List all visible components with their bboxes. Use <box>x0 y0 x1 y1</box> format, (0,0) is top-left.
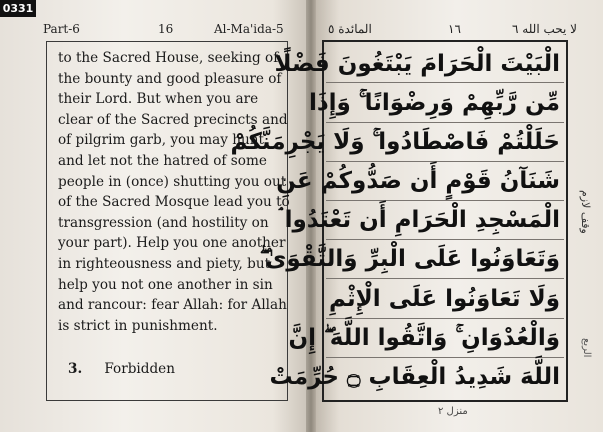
arabic-line: شَنَآنُ قَوْمٍ أَن صَدُّوكُمْ عَنِ <box>276 168 560 194</box>
footnote <box>68 361 175 377</box>
arabic-line: وَتَعَاوَنُوا عَلَى الْبِرِّ وَالتَّقْوَىٰ ۖ <box>259 246 560 272</box>
footnote-text: Forbidden <box>104 361 175 377</box>
translation-line: people in (once) shutting you out <box>58 173 287 190</box>
translation-line: their Lord. But when you are <box>58 91 259 108</box>
arabic-line: الْمَسْجِدِ الْحَرَامِ أَن تَعْتَدُوا ۘ <box>278 207 560 233</box>
right-header-juz: لا يحب الله ٦ <box>512 22 578 36</box>
line-rule <box>326 278 564 279</box>
translation-line: of pilgrim garb, you may hunt <box>58 132 265 149</box>
right-header-surah: المائدة ٥ <box>328 22 372 36</box>
translation-line: and rancour: fear Allah: for Allah <box>58 297 287 314</box>
page-tag: 0331 <box>0 0 36 17</box>
arabic-line: حَلَلْتُمْ فَاصْطَادُوا ۚ وَلَا يَجْرِمَنَّكُمْ <box>230 129 560 155</box>
margin-quarter-note: الربع <box>581 338 592 358</box>
translation-line: in righteousness and piety, but <box>58 255 271 272</box>
left-header-part: Part-6 <box>43 22 80 36</box>
arabic-line: الْبَيْتَ الْحَرَامَ يَبْتَغُونَ فَضْلًا <box>274 51 560 77</box>
right-header-page: ١٦ <box>448 22 461 36</box>
footnote-number: 3. <box>68 361 83 377</box>
arabic-line: مِّن رَّبِّهِمْ وَرِضْوَانًا ۚ وَإِذَا <box>308 90 560 116</box>
translation-text <box>58 48 290 336</box>
translation-line: of the Sacred Mosque lead you to <box>58 194 290 211</box>
manzil-note: منزل ٢ <box>438 406 468 417</box>
arabic-line: اللَّهَ شَدِيدُ الْعِقَابِ ۝ حُرِّمَتْ <box>269 364 560 390</box>
translation-line: help you not one another in sin <box>58 276 273 293</box>
translation-line: your part). Help you one another <box>58 235 286 252</box>
translation-line: clear of the Sacred precincts and <box>58 111 288 128</box>
translation-line: to the Sacred House, seeking of <box>58 50 279 66</box>
left-header-surah: Al-Ma'ida-5 <box>214 22 284 36</box>
arabic-line: وَلَا تَعَاوَنُوا عَلَى الْإِثْمِ <box>329 286 560 312</box>
translation-line: the bounty and good pleasure of <box>58 70 282 87</box>
translation-line: is strict in punishment. <box>58 317 218 334</box>
margin-stop-note: وقف لازم <box>579 190 592 234</box>
arabic-line: وَالْعُدْوَانِ ۚ وَاتَّقُوا اللَّهَ ۖ إِنَّ <box>288 325 560 351</box>
translation-line: transgression (and hostility on <box>58 214 269 231</box>
translation-line: and let not the hatred of some <box>58 152 267 169</box>
left-header-page: 16 <box>158 22 174 36</box>
